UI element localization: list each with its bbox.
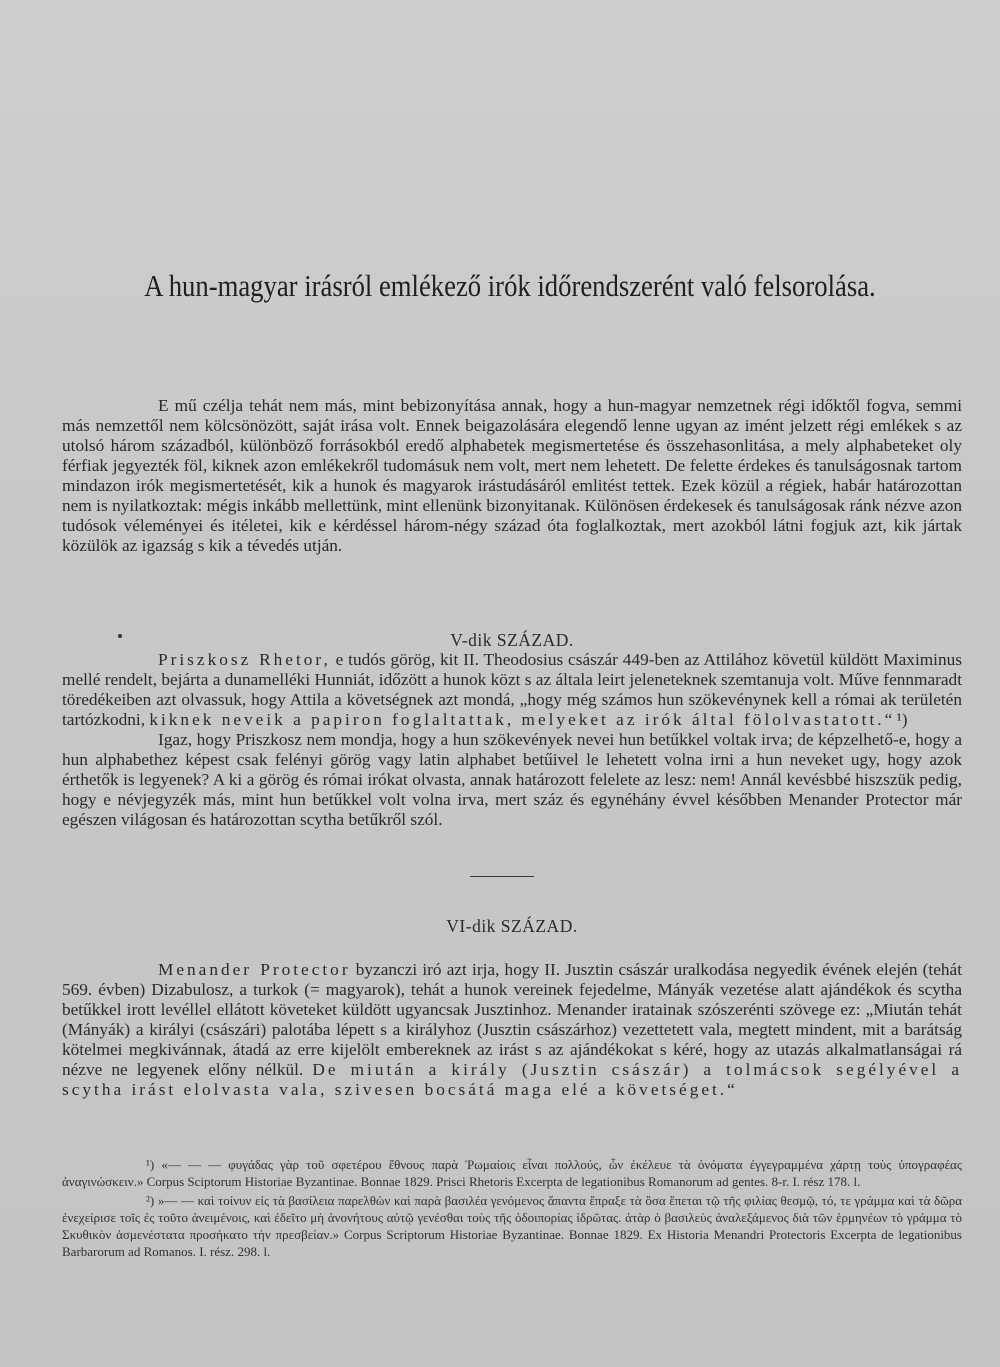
author-name-priszkosz: Priszkosz Rhetor,: [158, 650, 331, 669]
section-6-paragraph-1: [62, 960, 962, 1100]
section-6-p1-text: byzanczi iró azt irja, hogy II. Jusztin császár uralkodása negyedik évének elején (tehát 569. évben) Dizabulosz, a turkok (= magyarok), tehát a hunok vereinek fejedelme, Mányák vezetése alatt ajándékok és scytha betűkkel irott levéllel ellátott követeket küldött ugyancsak Jusztinhoz. Menander iratainak szószerénti szövege ez: „Miután tehát (Mányák) a királyi (császári) palotába lépett s a királyhoz (Jusztin császárhoz) vezettetett vala, megtett mindent, mit a barátság kötelmei megkivánnak, átadá az erre kijelölt embereknek az irást s az ajándékokat s kéré, hogy az utazás alkalmatlanságai rá nézve ne legyenek előny nélkül.: [62, 960, 962, 1079]
page-title: A hun-magyar irásról emlékező irók időrendszerént való felsorolása.: [144, 268, 876, 303]
intro-paragraph: [62, 396, 962, 556]
section-heading-6: VI-dik SZÁZAD.: [446, 916, 578, 936]
section-5-p1-end: “ ¹): [884, 710, 908, 729]
section-5-paragraph-1: [62, 650, 962, 730]
section-6-body: [62, 960, 962, 1100]
section-6-p1-spaced: De miután a király (Jusztin császár) a tolmácsok segélyével a scytha irást elolvasta vala, szivesen bocsátá maga elé a követséget.: [62, 1060, 962, 1099]
intro-text: E mű czélja tehát nem más, mint bebizonyítása annak, hogy a hun-magyar nemzetnek régi időktől fogva, semmi más nemzettől nem kölcsönözött, saját irása volt. Ennek beigazolására elegendő lenne ugyan az imént jelzett régi emlékek s az utolsó három századból, különböző forrásokból eredő alphabetek megismertetése és összehasonlitása, a mely alphabeteket oly férfiak jegyezték föl, kiknek azon emlékekről tudomásuk nem volt, mert nem lehetett. De felette érdekes és tanulságosnak tartom mindazon irók megismertetését, kik a hunok és magyarok irástudásáról emlitést tettek. Ezek közül a régiek, habár határozottan nem is nyilatkoztak: mégis inkább mellettünk, mint ellenünk bizonyitanak. Különösen érdekesek és tanulságosak ránk nézve azon tudósok véleményei és itéletei, kik e kérdéssel három-négy század óta foglalkoztak, mert azokból látni fogjuk azt, kik jártak közülök az igazság s kik a tévedés utján.: [62, 396, 962, 555]
section-heading-5: V-dik SZÁZAD.: [450, 630, 574, 650]
section-5-body: [62, 650, 962, 830]
footnote-2: ²) »— — καὶ τοίνυν εἰς τὰ βασίλεια παρελθὼν καὶ παρὰ βασιλέα γενόμενος ἅπαντα ἔπραξε τὰ ὅσα ἕπεται τῷ τῆς φιλίας θεσμῷ, τό, τε γράμμα καὶ τὰ δῶρα ἐνεχείρισε τοῖς ἐς τοῦτο ἀνειμένοις, καὶ ἐδεῖτο μὴ ἀνονήτους αὐτῷ γενέσθαι τοὺς τῆς ὁδοιπορίας ἱδρῶτας. ἀτὰρ ὁ βασιλεὺς ἀναλεξάμενος διὰ τῶν ἑρμηνέων τὸ γράμμα τὸ Σκυθικὸν ἀσμενέστατα προσήκατο τὴν πρεσβείαν.» Corpus Scriptorum Historiae Byzantinae. Bonnae 1829. Ex Historia Menandri Protectoris Excerpta de legationibus Barbarorum ad Romanos. I. rész. 298. l.: [62, 1192, 962, 1260]
section-divider: [470, 876, 534, 877]
section-5-p1-text: e tudós görög, kit II. Theodosius császár 449-ben az Attilához követül küldött Maximinus mellé rendelt, bejárta a dunamelléki Hunniát, időzött a hunok közt s az általa leirt jeleneteknek szemtanuja volt. Műve fennmaradt töredékeiben azt olvassuk, hogy Attila a követségnek azt mondá, „hogy még számos hun szökevénynek kell a római ak területén tartózkodni,: [62, 650, 962, 729]
section-6-p1-end: “: [727, 1080, 735, 1099]
footnote-1: ¹) «— — — φυγάδας γὰρ τοῦ σφετέρου ἔθνους παρὰ Ῥωμαίοις εἶναι πολλούς, ὧν ἐκέλευε τὰ ὀνόματα ἐγγεγραμμένα χάρτῃ τοὺς ὑπογραφέας ἀναγινώσκειν.» Corpus Sciptorum Historiae Byzantinae. Bonnae 1829. Prisci Rhetoris Excerpta de legationibus Romanorum ad gentes. 8-r. I. rész 178. l.: [62, 1157, 962, 1190]
author-name-menander: Menander Protector: [158, 960, 351, 979]
footnotes: [62, 1156, 962, 1262]
section-5-p1-spaced: kiknek neveik a papiron foglaltattak, melyeket az irók által fölolvastatott.: [149, 710, 885, 729]
section-5-paragraph-2: Igaz, hogy Priszkosz nem mondja, hogy a hun szökevények nevei hun betűkkel voltak irva; de képzelhető-e, hogy a hun alphabethez képest csak felényi görög vagy latin alphabet betűivel le lehetett volna irni a hun neveket ugy, hogy azok érthetők is legyenek? A ki a görög és római irókat olvasta, annak határozott felelete az lesz: nem! Annál kevésbbé hiszszük pedig, hogy e névjegyzék más, mint hun betűkkel volt volna irva, mert száz és egynéhány évvel későbben Menander Protector már egészen világosan és határozottan scytha betűkről szól.: [62, 730, 962, 829]
